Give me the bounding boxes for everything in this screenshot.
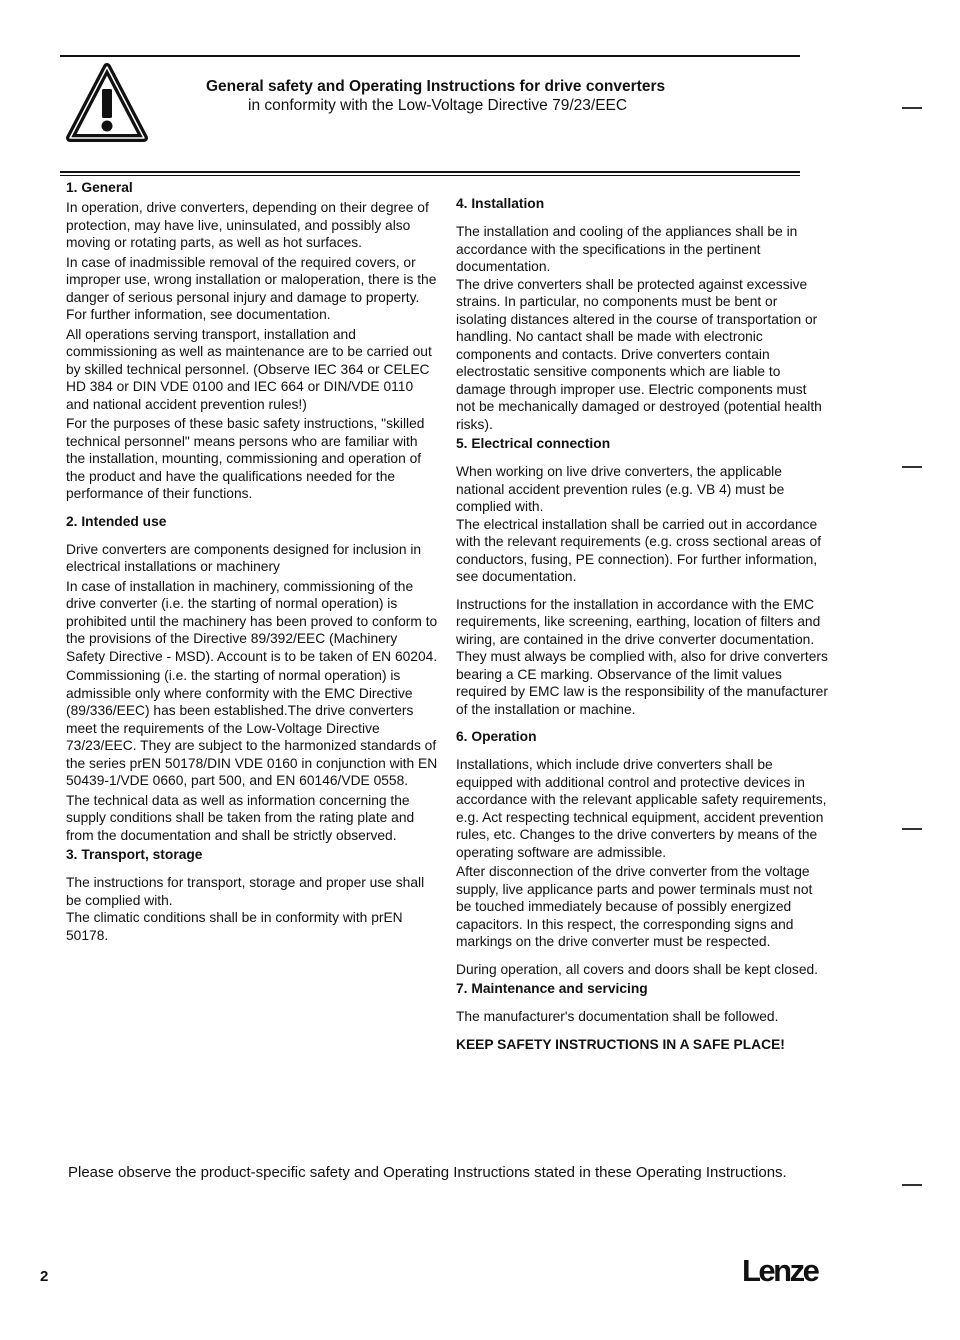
section-heading-general: 1. General bbox=[66, 180, 133, 195]
section-heading-installation: 4. Installation bbox=[456, 196, 545, 211]
document-title: General safety and Operating Instructions for drive converters bbox=[206, 78, 666, 95]
general-paragraph: For the purposes of these basic safety instructions, "skilled technical personnel" means persons who are familiar with the installation, mounting, commissioning and operation of the product and have the qualifications needed for the performance of their functions. bbox=[66, 416, 425, 501]
margin-tick bbox=[902, 1184, 922, 1186]
section-heading-maintenance: 7. Maintenance and servicing bbox=[456, 981, 648, 996]
intended-use-paragraph: Commissioning (i.e. the starting of normal operation) is admissible only where conformity with the EMC Directive (89/336/EEC) has been established.The drive converters meet the requirements of the Low-Voltage Directive 73/23/EEC. They are subject to the harmonized standards of the series prEN 50178/DIN VDE 0160 in conjunction with EN 50439-1/VDE 0660, part 500, and EN 60146/VDE 0558. bbox=[66, 668, 438, 788]
section-heading-operation: 6. Operation bbox=[456, 729, 537, 744]
header-rule-upper bbox=[60, 171, 800, 173]
transport-paragraph: The instructions for transport, storage and proper use shall be complied with. bbox=[66, 875, 425, 908]
installation-paragraph: The drive converters shall be protected against excessive strains. In particular, no components must be bent or isolating distances altered in the course of transportation or handling. No cantact shall be made with electronic components and contacts. Drive converters contain electrostatic sensitive components which are liable to damage through improper use. Electric components must not be mechanically damaged or destroyed (potential health risks). bbox=[456, 276, 822, 432]
margin-tick bbox=[902, 466, 922, 468]
page-number: 2 bbox=[40, 1268, 49, 1285]
operation-paragraph: After disconnection of the drive converter from the voltage supply, live applicance parts and power terminals must not be touched immediately because of possibly energized capacitors. In this respect, the corresponding signs and markings on the drive converter must be respected. bbox=[456, 864, 813, 949]
electrical-paragraph: When working on live drive converters, the applicable national accident prevention rules (e.g. VB 4) must be complied with. bbox=[456, 464, 785, 514]
right-column bbox=[456, 195, 828, 1053]
top-rule bbox=[60, 55, 800, 57]
electrical-paragraph: The electrical installation shall be carried out in accordance with the relevant requirements (e.g. cross sectional areas of conductors, fusing, PE connection). For further information, see documentation. bbox=[456, 516, 822, 584]
margin-tick bbox=[902, 828, 922, 830]
header-rule-lower bbox=[60, 175, 800, 176]
lenze-logo: Lenze bbox=[742, 1253, 818, 1288]
intended-use-paragraph: In case of installation in machinery, commissioning of the drive converter (i.e. the starting of normal operation) is prohibited until the machinery has been proved to conform to the provisions of the Directive 89/392/EEC (Machinery Safety Directive - MSD). Account is to be taken of EN 60204. bbox=[66, 578, 438, 664]
footer-note: Please observe the product-specific safety and Operating Instructions stated in these Operating Instructions. bbox=[68, 1164, 787, 1181]
left-column bbox=[66, 179, 438, 944]
general-paragraph: All operations serving transport, installation and commissioning as well as maintenance are to be carried out by skilled technical personnel. (Observe IEC 364 or CELEC HD 384 or DIN VDE 0100 and IEC 664 or DIN/VDE 0110 and national accident prevention rules!) bbox=[66, 326, 432, 412]
document-header bbox=[206, 78, 766, 116]
general-paragraph: In operation, drive converters, depending on their degree of protection, may have live, uninsulated, and possibly also moving or rotating parts, as well as hot surfaces. bbox=[66, 200, 429, 250]
section-heading-electrical: 5. Electrical connection bbox=[456, 436, 611, 451]
operation-paragraph: During operation, all covers and doors shall be kept closed. bbox=[456, 961, 818, 977]
intended-use-paragraph: Drive converters are components designed for inclusion in electrical installations or machinery bbox=[66, 541, 422, 574]
installation-paragraph: The installation and cooling of the appliances shall be in accordance with the specifications in the pertinent documentation. bbox=[456, 224, 798, 274]
maintenance-paragraph: The manufacturer's documentation shall be followed. bbox=[456, 1009, 779, 1024]
margin-tick bbox=[902, 107, 922, 109]
keep-safety-notice: KEEP SAFETY INSTRUCTIONS IN A SAFE PLACE! bbox=[456, 1036, 785, 1052]
general-paragraph: In case of inadmissible removal of the required covers, or improper use, wrong installation or maloperation, there is the danger of serious personal injury and damage to property. For further information, see documentation. bbox=[66, 254, 437, 322]
section-heading-intended-use: 2. Intended use bbox=[66, 513, 167, 529]
section-heading-transport: 3. Transport, storage bbox=[66, 847, 203, 862]
transport-paragraph: The climatic conditions shall be in conformity with prEN 50178. bbox=[66, 910, 403, 943]
document-subtitle: in conformity with the Low-Voltage Directive 79/23/EEC bbox=[248, 97, 628, 114]
warning-triangle-icon bbox=[66, 62, 148, 142]
intended-use-paragraph: The technical data as well as information concerning the supply conditions shall be taken from the rating plate and from the documentation and shall be strictly observed. bbox=[66, 792, 415, 843]
electrical-paragraph: Instructions for the installation in accordance with the EMC requirements, like screening, earthing, location of filters and wiring, are contained in the drive converter documentation. They must always be complied with, also for drive converters bearing a CE marking. Observance of the limit values required by EMC law is the responsibility of the manufacturer of the installation or machine. bbox=[456, 596, 828, 717]
operation-paragraph: Installations, which include drive converters shall be equipped with additional control and protective devices in accordance with the relevant applicable safety requirements, e.g. Act respecting technical equipment, accident prevention rules, etc. Changes to the drive converters by means of the operating software are admissible. bbox=[456, 757, 827, 860]
